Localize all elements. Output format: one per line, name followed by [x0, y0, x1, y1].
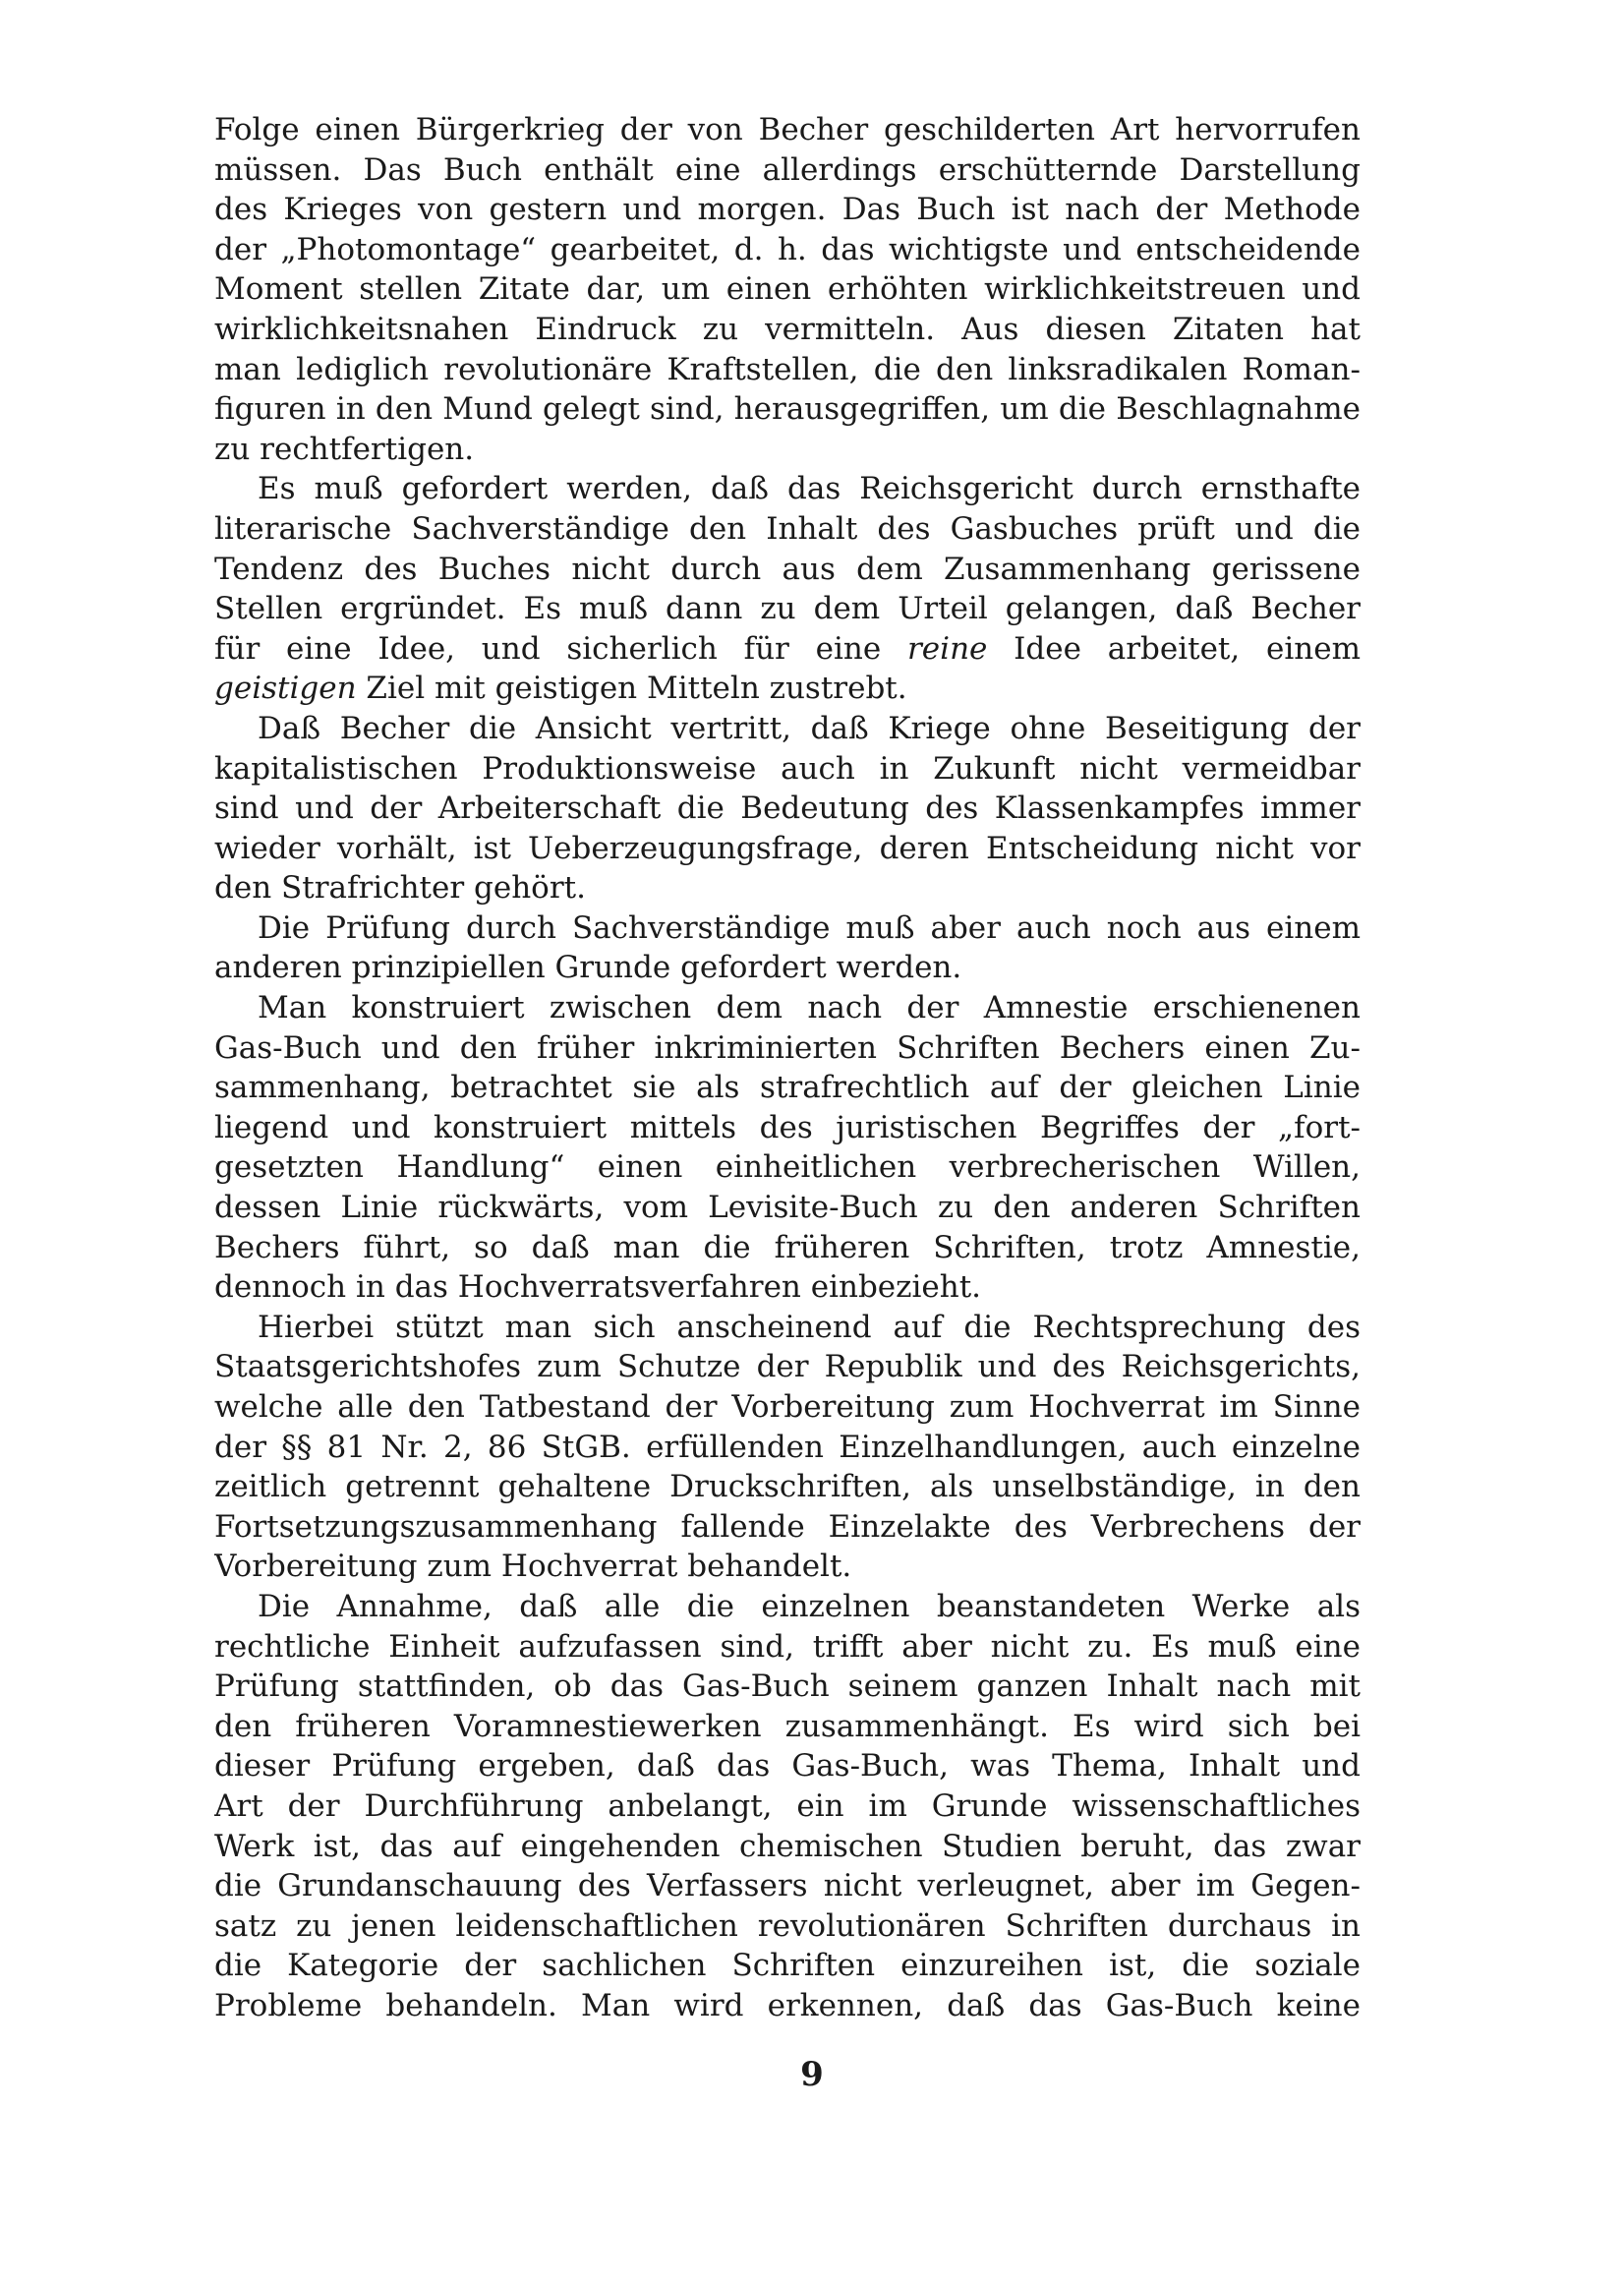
text-line: Vorbereitung zum Hochverrat behandelt.	[214, 1549, 852, 1585]
text-line: Daß Becher die Ansicht vertritt, daß Kriege ohne Beseitigung der	[258, 710, 1361, 746]
text-segment: Idee arbeitet, einem	[987, 630, 1361, 667]
text-line: Man konstruiert zwischen dem nach der Amnestie erschienenen	[258, 990, 1361, 1026]
text-line: den früheren Voramnestiewerken zusammenhängt. Es wird sich bei	[214, 1708, 1361, 1744]
text-line: satz zu jenen leidenschaftlichen revolutionären Schriften durchaus in	[214, 1907, 1361, 1944]
text-line: Die Annahme, daß alle die einzelnen beanstandeten Werke als	[258, 1588, 1361, 1624]
text-line: wieder vorhält, ist Ueberzeugungsfrage, deren Entscheidung nicht vor	[214, 830, 1361, 866]
text-segment: geistigen	[214, 671, 357, 707]
text-line: dessen Linie rückwärts, vom Levisite-Buch zu den anderen Schriften	[214, 1190, 1361, 1226]
text-line: der §§ 81 Nr. 2, 86 StGB. erfüllenden Einzelhandlungen, auch einzelne	[214, 1429, 1361, 1465]
text-line: den Strafrichter gehört.	[214, 870, 586, 907]
text-line: Bechers führt, so daß man die früheren Schriften, trotz Amnestie,	[214, 1229, 1361, 1265]
text-line: Tendenz des Buches nicht durch aus dem Zusammenhang gerissene	[214, 551, 1361, 587]
text-line: man lediglich revolutionäre Kraftstellen, die den linksradikalen Roman-	[214, 351, 1361, 387]
text-segment: Ziel mit geistigen Mitteln zustrebt.	[356, 671, 907, 707]
text-line: Art der Durchführung anbelangt, ein im Grunde wissenschaftliches	[214, 1787, 1361, 1824]
text-line: gesetzten Handlung“ einen einheitlichen verbrecherischen Willen,	[214, 1149, 1361, 1186]
text-line: Es muß gefordert werden, daß das Reichsgericht durch ernsthafte	[258, 471, 1361, 507]
text-line: zeitlich getrennt gehaltene Druckschriften, als unselbständige, in den	[214, 1469, 1361, 1505]
text-line: anderen prinzipiellen Grunde gefordert werden.	[214, 950, 962, 986]
text-line: Prüfung stattfinden, ob das Gas-Buch seinem ganzen Inhalt nach mit	[214, 1668, 1361, 1705]
text-line: sammenhang, betrachtet sie als strafrechtlich auf der gleichen Linie	[214, 1070, 1361, 1106]
text-line: Fortsetzungszusammenhang fallende Einzelakte des Verbrechens der	[214, 1508, 1361, 1545]
text-line	[214, 669, 1361, 709]
text-line: zu rechtfertigen.	[214, 431, 475, 467]
text-line: Moment stellen Zitate dar, um einen erhöhten wirklichkeitstreuen und	[214, 271, 1361, 308]
text-segment: reine	[906, 630, 988, 667]
text-line: Staatsgerichtshofes zum Schutze der Republik und des Reichsgerichts,	[214, 1349, 1361, 1385]
text-line: Stellen ergründet. Es muß dann zu dem Urteil gelangen, daß Becher	[214, 591, 1361, 627]
text-line: dennoch in das Hochverratsverfahren einbezieht.	[214, 1269, 982, 1306]
text-line: kapitalistischen Produktionsweise auch in Zukunft nicht vermeidbar	[214, 750, 1361, 787]
body-text	[214, 110, 1361, 2026]
text-line	[214, 629, 1361, 670]
text-line: rechtliche Einheit aufzufassen sind, trifft aber nicht zu. Es muß eine	[214, 1628, 1361, 1665]
text-line: literarische Sachverständige den Inhalt des Gasbuches prüft und die	[214, 510, 1361, 547]
text-line: die Grundanschauung des Verfassers nicht verleugnet, aber im Gegen-	[214, 1868, 1361, 1904]
text-line: sind und der Arbeiterschaft die Bedeutung des Klassenkampfes immer	[214, 790, 1361, 827]
text-line: Werk ist, das auf eingehenden chemischen Studien beruht, das zwar	[214, 1828, 1361, 1864]
text-line: wirklichkeitsnahen Eindruck zu vermitteln. Aus diesen Zitaten hat	[214, 311, 1361, 347]
text-line: die Kategorie der sachlichen Schriften einzureihen ist, die soziale	[214, 1948, 1361, 1984]
text-line: Folge einen Bürgerkrieg der von Becher geschilderten Art hervorrufen	[214, 112, 1361, 147]
text-line: der „Photomontage“ gearbeitet, d. h. das wichtigste und entscheidende	[214, 231, 1361, 267]
page-number: 9	[800, 2055, 824, 2094]
text-line: müssen. Das Buch enthält eine allerdings erschütternde Darstellung	[214, 151, 1361, 188]
text-line: Probleme behandeln. Man wird erkennen, daß das Gas-Buch keine	[214, 1987, 1361, 2023]
text-line: figuren in den Mund gelegt sind, herausgegriffen, um die Beschlagnahme	[214, 391, 1361, 428]
text-segment: für eine Idee, und sicherlich für eine	[214, 630, 907, 667]
text-line: des Krieges von gestern und morgen. Das Buch ist nach der Methode	[214, 192, 1361, 228]
text-line: welche alle den Tatbestand der Vorbereitung zum Hochverrat im Sinne	[214, 1389, 1361, 1425]
text-line: Hierbei stützt man sich anscheinend auf die Rechtsprechung des	[258, 1309, 1361, 1345]
text-line: Die Prüfung durch Sachverständige muß aber auch noch aus einem	[258, 909, 1361, 946]
text-line: Gas-Buch und den früher inkriminierten Schriften Bechers einen Zu-	[214, 1029, 1361, 1066]
text-line: dieser Prüfung ergeben, daß das Gas-Buch, was Thema, Inhalt und	[214, 1748, 1361, 1785]
text-line: liegend und konstruiert mittels des juristischen Begriffes der „fort-	[214, 1109, 1361, 1145]
